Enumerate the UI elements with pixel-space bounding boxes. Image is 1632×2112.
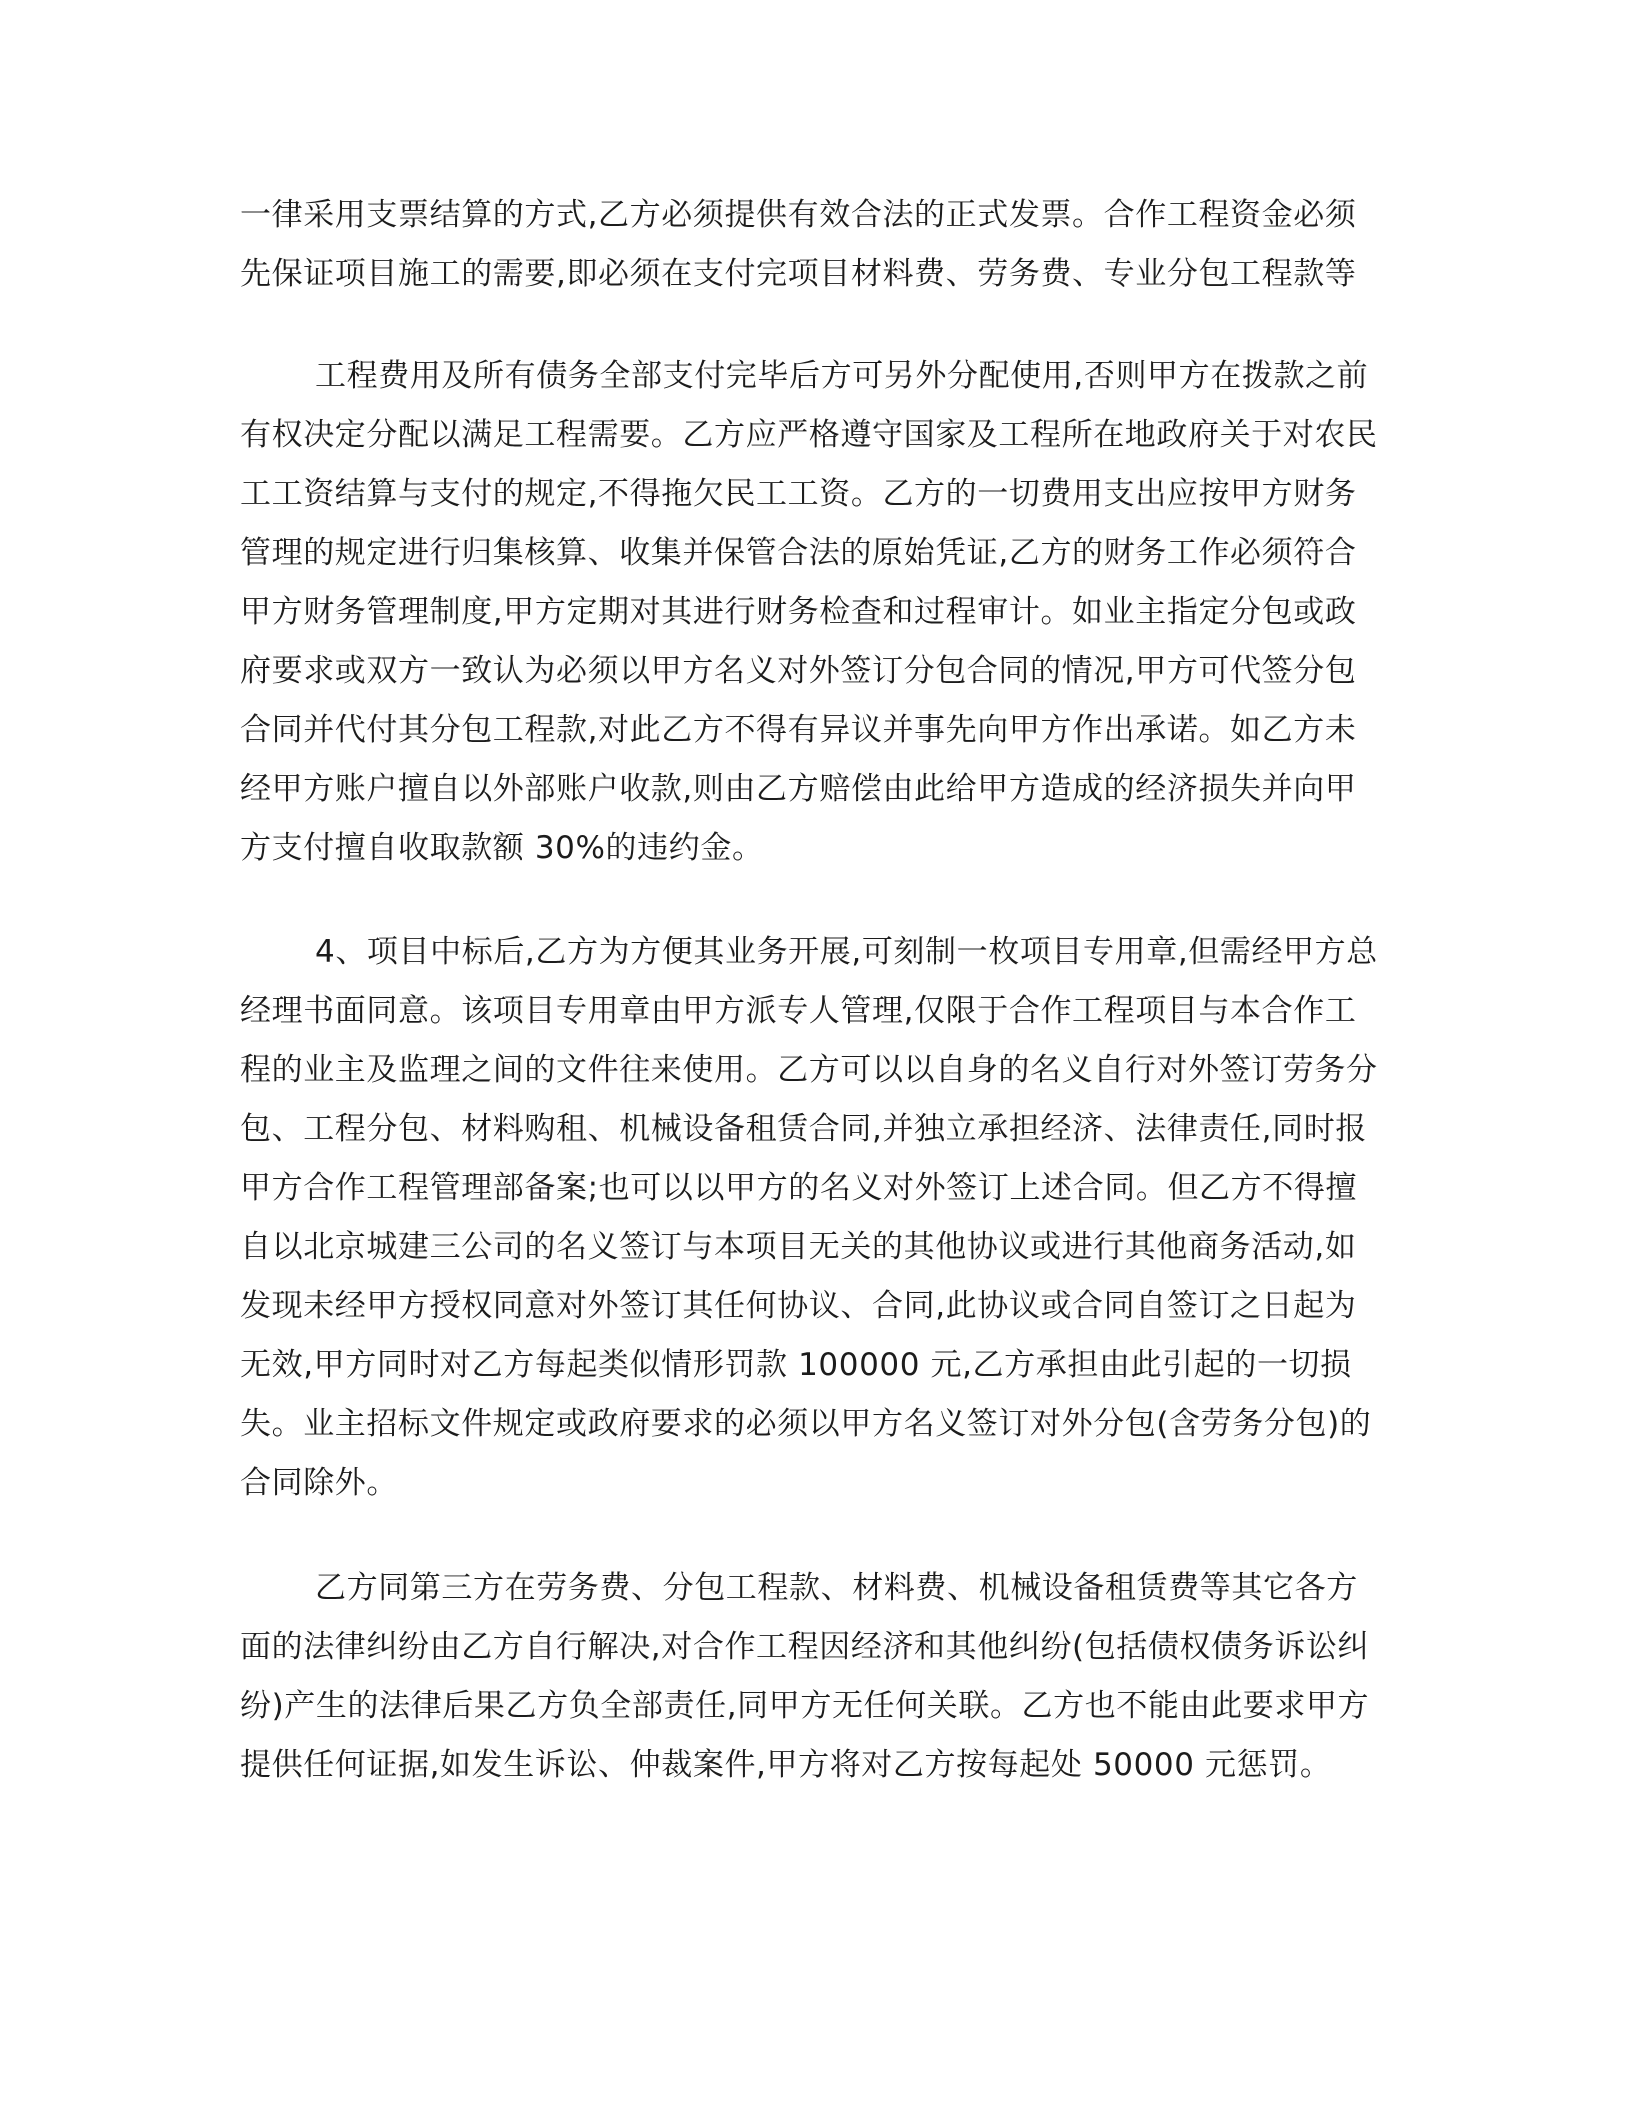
text-line: 自以北京城建三公司的名义签订与本项目无关的其他协议或进行其他商务活动,如 xyxy=(240,1229,1357,1265)
text-line: 合同并代付其分包工程款,对此乙方不得有异议并事先向甲方作出承诺。如乙方未 xyxy=(240,712,1357,748)
paragraph-payment-terms xyxy=(240,186,1390,304)
text-line: 先保证项目施工的需要,即必须在支付完项目材料费、劳务费、专业分包工程款等 xyxy=(240,256,1357,292)
text-line: 无效,甲方同时对乙方每起类似情形罚款 100000 元,乙方承担由此引起的一切损 xyxy=(240,1347,1352,1383)
text-line: 工程费用及所有债务全部支付完毕后方可另外分配使用,否则甲方在拨款之前 xyxy=(315,358,1369,394)
paragraph-project-seal xyxy=(240,923,1390,1513)
text-line: 4、项目中标后,乙方为方便其业务开展,可刻制一枚项目专用章,但需经甲方总 xyxy=(315,934,1378,970)
text-line: 经甲方账户擅自以外部账户收款,则由乙方赔偿由此给甲方造成的经济损失并向甲 xyxy=(240,771,1357,807)
text-line: 失。业主招标文件规定或政府要求的必须以甲方名义签订对外分包(含劳务分包)的 xyxy=(240,1406,1372,1442)
text-line: 管理的规定进行归集核算、收集并保管合法的原始凭证,乙方的财务工作必须符合 xyxy=(240,535,1357,571)
text-line: 面的法律纠纷由乙方自行解决,对合作工程因经济和其他纠纷(包括债权债务诉讼纠 xyxy=(240,1629,1370,1665)
text-line: 府要求或双方一致认为必须以甲方名义对外签订分包合同的情况,甲方可代签分包 xyxy=(240,653,1357,689)
text-line: 方支付擅自收取款额 30%的违约金。 xyxy=(240,830,764,866)
text-line: 一律采用支票结算的方式,乙方必须提供有效合法的正式发票。合作工程资金必须 xyxy=(240,197,1357,233)
text-line: 包、工程分包、材料购租、机械设备租赁合同,并独立承担经济、法律责任,同时报 xyxy=(240,1111,1367,1147)
text-line: 程的业主及监理之间的文件往来使用。乙方可以以自身的名义自行对外签订劳务分 xyxy=(240,1052,1378,1088)
paragraph-fund-allocation xyxy=(240,347,1390,878)
text-line: 提供任何证据,如发生诉讼、仲裁案件,甲方将对乙方按每起处 50000 元惩罚。 xyxy=(240,1747,1332,1783)
text-line: 经理书面同意。该项目专用章由甲方派专人管理,仅限于合作工程项目与本合作工 xyxy=(240,993,1357,1029)
text-line: 工工资结算与支付的规定,不得拖欠民工工资。乙方的一切费用支出应按甲方财务 xyxy=(240,476,1357,512)
text-line: 甲方财务管理制度,甲方定期对其进行财务检查和过程审计。如业主指定分包或政 xyxy=(240,594,1357,630)
paragraph-legal-disputes xyxy=(240,1559,1390,1795)
text-line: 发现未经甲方授权同意对外签订其任何协议、合同,此协议或合同自签订之日起为 xyxy=(240,1288,1357,1324)
text-line: 甲方合作工程管理部备案;也可以以甲方的名义对外签订上述合同。但乙方不得擅 xyxy=(240,1170,1358,1206)
text-line: 合同除外。 xyxy=(240,1465,398,1501)
text-line: 纷)产生的法律后果乙方负全部责任,同甲方无任何关联。乙方也不能由此要求甲方 xyxy=(240,1688,1370,1724)
text-line: 有权决定分配以满足工程需要。乙方应严格遵守国家及工程所在地政府关于对农民 xyxy=(240,417,1378,453)
text-line: 乙方同第三方在劳务费、分包工程款、材料费、机械设备租赁费等其它各方 xyxy=(315,1570,1358,1606)
